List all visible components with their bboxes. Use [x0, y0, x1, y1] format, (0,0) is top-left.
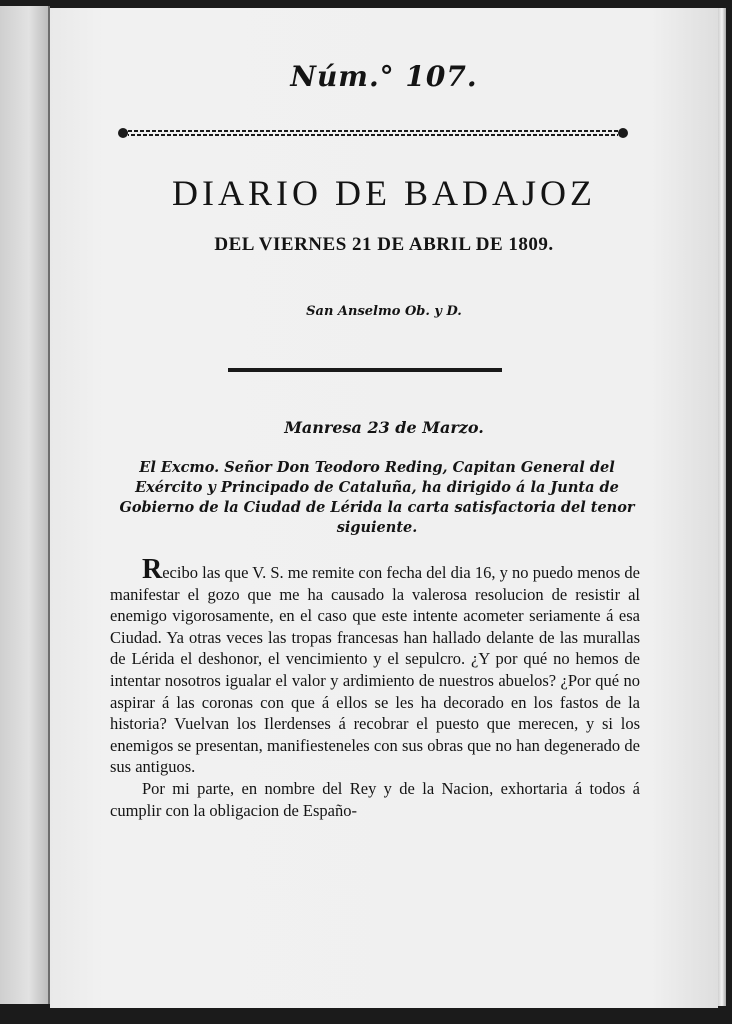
paragraph-1	[110, 554, 640, 778]
paragraph-2: Por mi parte, en nombre del Rey y de la Nacion, exhortaria á todos á cumplir con la obligacion de Españo-	[110, 778, 640, 820]
section-divider	[228, 368, 502, 372]
issue-number: Núm.° 107.	[290, 60, 478, 93]
paragraph-1-text: ecibo las que V. S. me remite con fecha del dia 16, y no puedo menos de manifestar el gozo que me ha causado la valerosa resolucion de resistir al enemigo vigorosamente, en el caso que este intente acometer seriamente á esa Ciudad. Ya otras veces las tropas francesas han hallado delante de las murallas de Lérida el deshonor, el vencimiento y el sepulcro. ¿Y por qué no hemos de intentar nosotros igualar el valor y ardimiento de nuestros abuelos? ¿Por qué no aspirar á las coronas con que á ellos se les ha decorado en los fastos de la historia? Vuelvan los Ilerdenses á recobrar el puesto que merecen, y si los enemigos se presentan, manifiesteneles con sus obras que no han degenerado de sus antiguos.	[110, 563, 640, 777]
newspaper-page	[50, 8, 718, 1008]
article-body	[110, 554, 640, 821]
page-stack-edge	[718, 8, 726, 1006]
issue-date: DEL VIERNES 21 DE ABRIL DE 1809.	[214, 234, 554, 255]
dateline: Manresa 23 de Marzo.	[284, 418, 484, 437]
ornamental-rule	[116, 126, 630, 140]
masthead-title: DIARIO DE BADAJOZ	[172, 173, 596, 213]
facing-page-edge	[0, 6, 50, 1004]
drop-cap: R	[142, 554, 163, 585]
saint-of-day: San Anselmo Ob. y D.	[306, 304, 462, 319]
article-summary: El Excmo. Señor Don Teodoro Reding, Capitan General del Exército y Principado de Cataluña, ha dirigido á la Junta de Gobierno de la Ciudad de Lérida la carta satisfactoria del tenor siguiente.	[119, 459, 635, 536]
